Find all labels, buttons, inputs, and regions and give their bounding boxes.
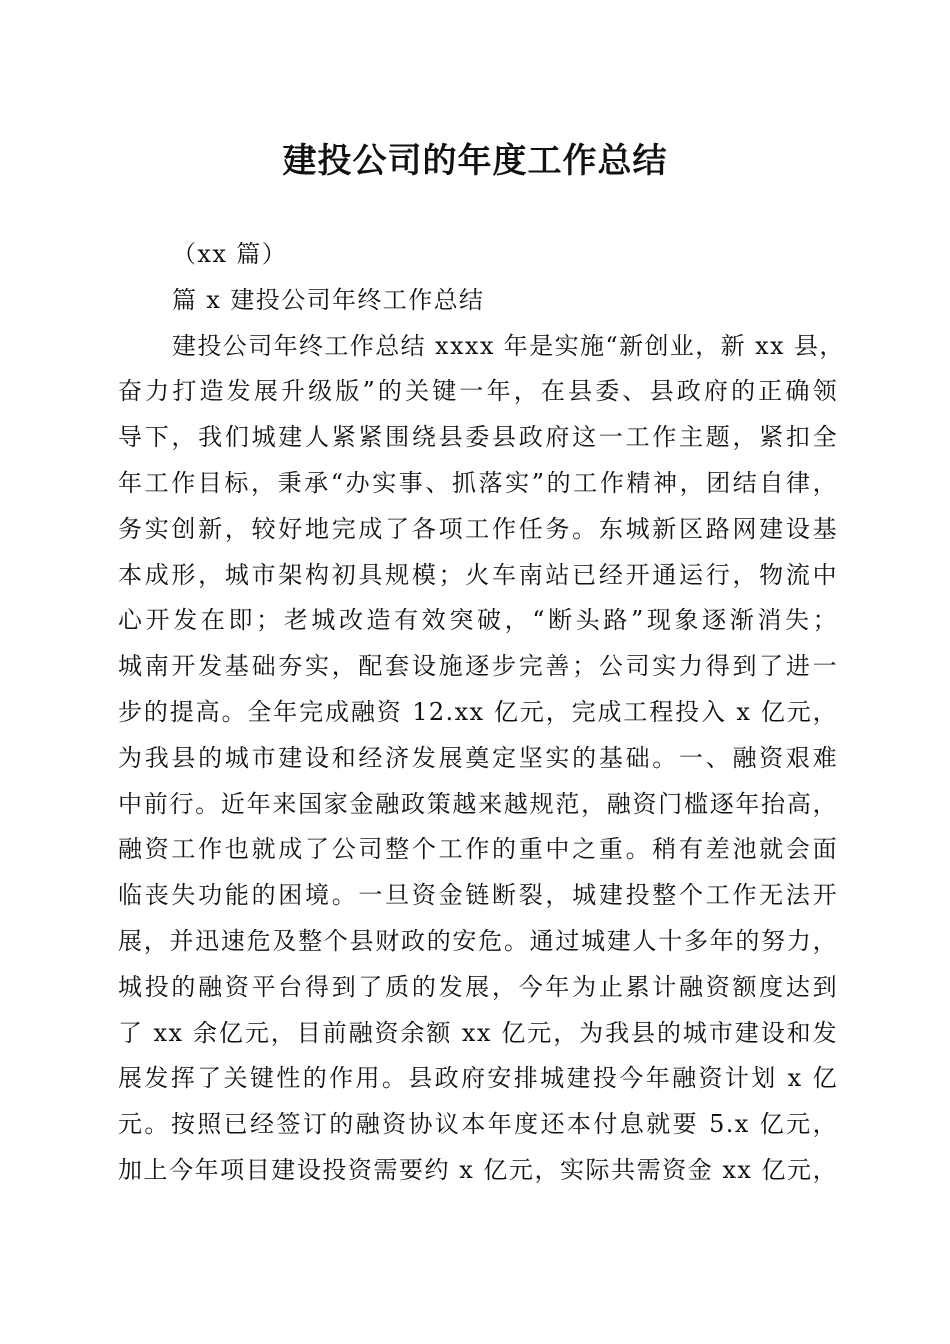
paragraph-line: 展发挥了关键性的作用。县政府安排城建投今年融资计划 x 亿 <box>118 1064 838 1093</box>
document-title: 建投公司的年度工作总结 <box>282 141 668 181</box>
paragraph-line: 城投的融资平台得到了质的发展，今年为止累计融资额度达到 <box>118 972 838 1001</box>
paragraph-line: 建投公司年终工作总结 xxxx 年是实施“新创业，新 xx 县， <box>172 331 845 360</box>
paragraph-line: 元。按照已经签订的融资协议本年度还本付息就要 5.x 亿元， <box>118 1110 838 1139</box>
paragraph-line: 步的提高。全年完成融资 12.xx 亿元，完成工程投入 x 亿元， <box>118 697 838 726</box>
paragraph-line: 中前行。近年来国家金融政策越来越规范，融资门槛逐年抬高， <box>118 789 838 818</box>
paragraph-line: 心开发在即；老城改造有效突破，“断头路”现象逐渐消失； <box>118 606 838 635</box>
paragraph-line: 展，并迅速危及整个县财政的安危。通过城建人十多年的努力， <box>118 926 838 955</box>
paragraph-line: 本成形，城市架构初具规模；火车南站已经开通运行，物流中 <box>118 560 838 589</box>
paragraph-line: 临丧失功能的困境。一旦资金链断裂，城建投整个工作无法开 <box>118 881 838 910</box>
document-body <box>118 232 845 1194</box>
section-heading: 篇 x 建投公司年终工作总结 <box>172 285 485 314</box>
paragraph-line: 融资工作也就成了公司整个工作的重中之重。稍有差池就会面 <box>118 835 838 864</box>
paragraph-line: 了 xx 余亿元，目前融资余额 xx 亿元，为我县的城市建设和发 <box>118 1018 838 1047</box>
paragraph-line: 加上今年项目建设投资需要约 x 亿元，实际共需资金 xx 亿元， <box>118 1155 838 1184</box>
subtitle: （xx 篇） <box>172 240 288 268</box>
paragraph-line: 奋力打造发展升级版”的关键一年，在县委、县政府的正确领 <box>118 377 838 406</box>
paragraph-line: 年工作目标，秉承“办实事、抓落实”的工作精神，团结自律， <box>118 468 838 497</box>
paragraph-line: 为我县的城市建设和经济发展奠定坚实的基础。一、融资艰难 <box>118 743 838 772</box>
paragraph-line: 城南开发基础夯实，配套设施逐步完善；公司实力得到了进一 <box>118 652 838 681</box>
paragraph-line: 导下，我们城建人紧紧围绕县委县政府这一工作主题，紧扣全 <box>118 423 838 452</box>
paragraph-line: 务实创新，较好地完成了各项工作任务。东城新区路网建设基 <box>118 514 838 543</box>
